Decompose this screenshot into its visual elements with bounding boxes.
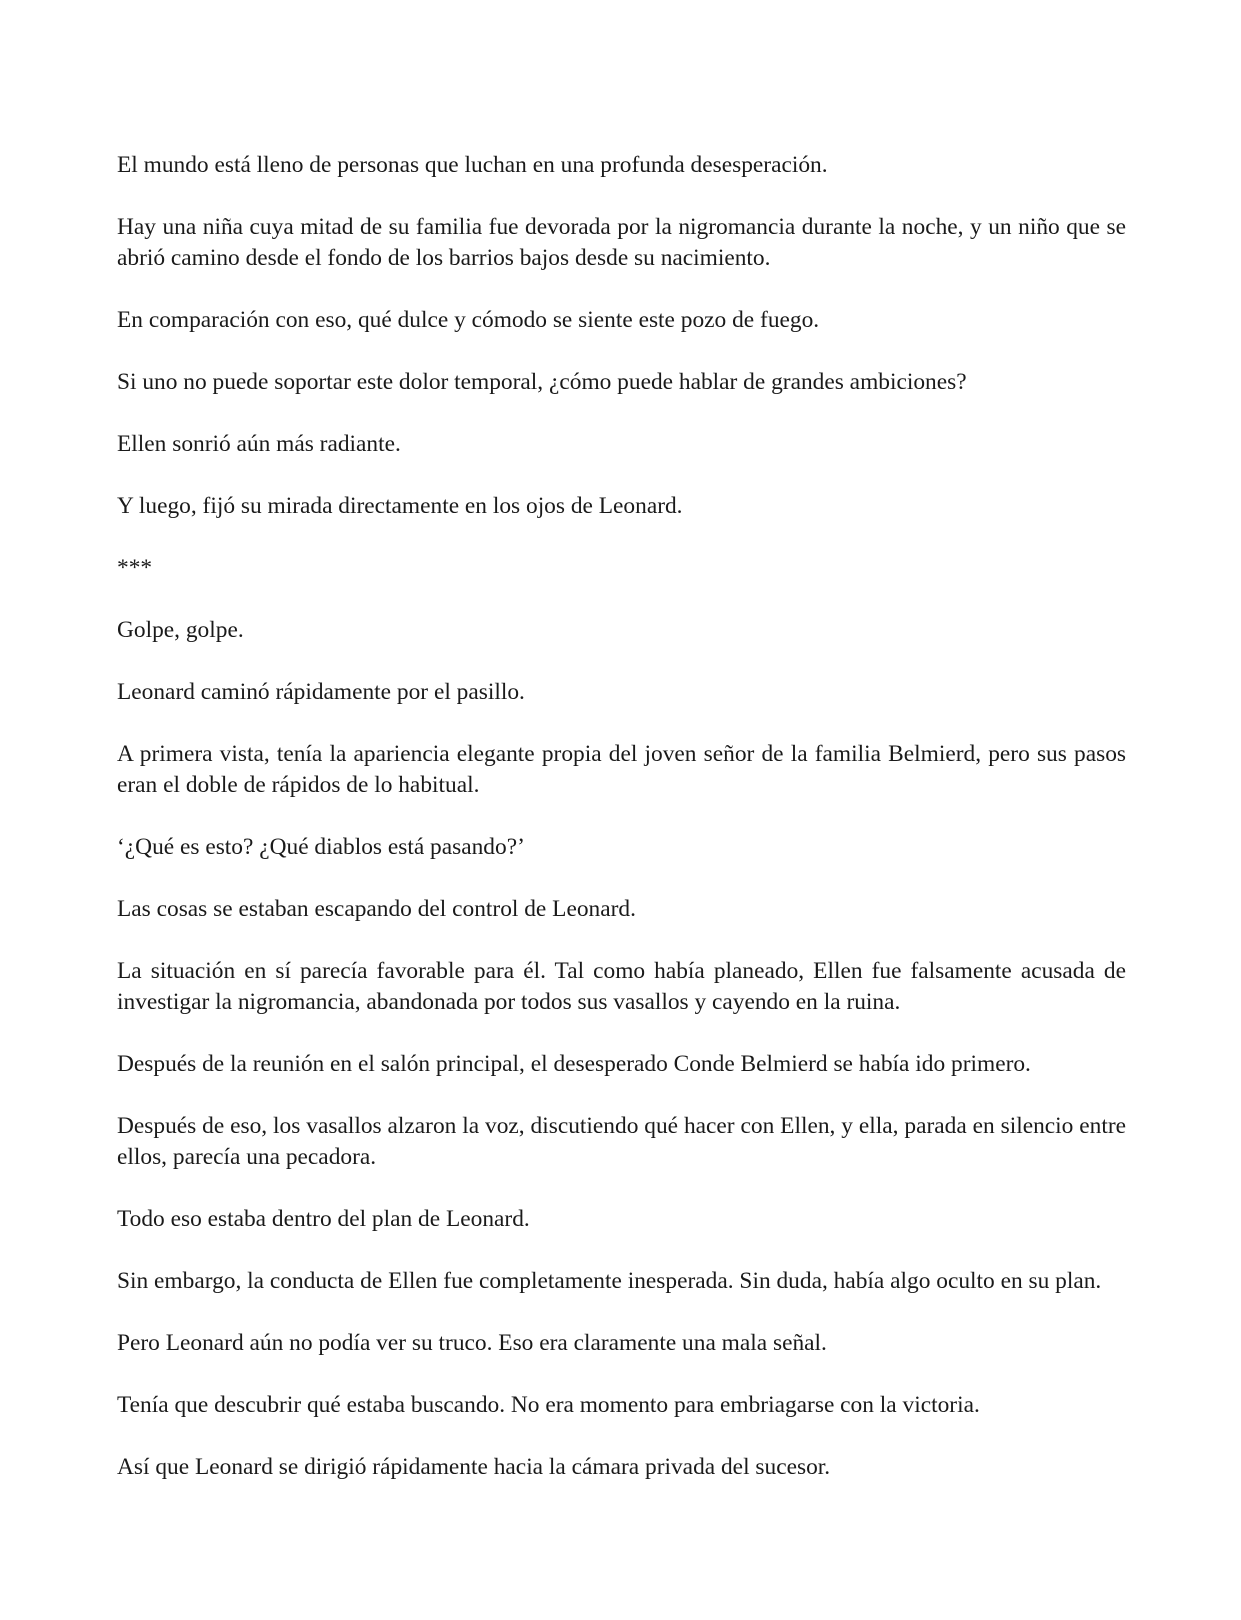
paragraph: Pero Leonard aún no podía ver su truco. Eso era claramente una mala señal.	[117, 1330, 827, 1356]
paragraph: El mundo está lleno de personas que luchan en una profunda desesperación.	[117, 152, 828, 178]
paragraph: ‘¿Qué es esto? ¿Qué diablos está pasando?’	[117, 834, 525, 860]
paragraph: Las cosas se estaban escapando del control de Leonard.	[117, 896, 636, 922]
paragraph: Y luego, fijó su mirada directamente en los ojos de Leonard.	[117, 493, 683, 519]
paragraph: A primera vista, tenía la apariencia elegante propia del joven señor de la familia Belmierd, pero sus pasos eran el doble de rápidos de lo habitual.	[117, 741, 1126, 798]
paragraph: En comparación con eso, qué dulce y cómodo se siente este pozo de fuego.	[117, 307, 820, 333]
paragraph: Así que Leonard se dirigió rápidamente hacia la cámara privada del sucesor.	[117, 1454, 831, 1480]
body-text	[117, 150, 1126, 1514]
paragraph: La situación en sí parecía favorable para él. Tal como había planeado, Ellen fue falsamente acusada de investigar la nigromancia, abandonada por todos sus vasallos y cayendo en la ruina.	[117, 958, 1126, 1015]
paragraph: Después de la reunión en el salón principal, el desesperado Conde Belmierd se había ido primero.	[117, 1051, 1031, 1077]
paragraph: Ellen sonrió aún más radiante.	[117, 431, 401, 457]
paragraph: Golpe, golpe.	[117, 617, 244, 643]
paragraph: Tenía que descubrir qué estaba buscando. No era momento para embriagarse con la victoria.	[117, 1392, 980, 1418]
paragraph: Después de eso, los vasallos alzaron la voz, discutiendo qué hacer con Ellen, y ella, parada en silencio entre ellos, parecía una pecadora.	[117, 1113, 1126, 1170]
scene-break: ***	[117, 555, 153, 581]
paragraph: Leonard caminó rápidamente por el pasillo.	[117, 679, 525, 705]
paragraph: Si uno no puede soportar este dolor temporal, ¿cómo puede hablar de grandes ambiciones?	[117, 369, 967, 395]
paragraph: Sin embargo, la conducta de Ellen fue completamente inesperada. Sin duda, había algo oculto en su plan.	[117, 1268, 1102, 1294]
paragraph: Hay una niña cuya mitad de su familia fue devorada por la nigromancia durante la noche, y un niño que se abrió camino desde el fondo de los barrios bajos desde su nacimiento.	[117, 214, 1126, 271]
paragraph: Todo eso estaba dentro del plan de Leonard.	[117, 1206, 530, 1232]
